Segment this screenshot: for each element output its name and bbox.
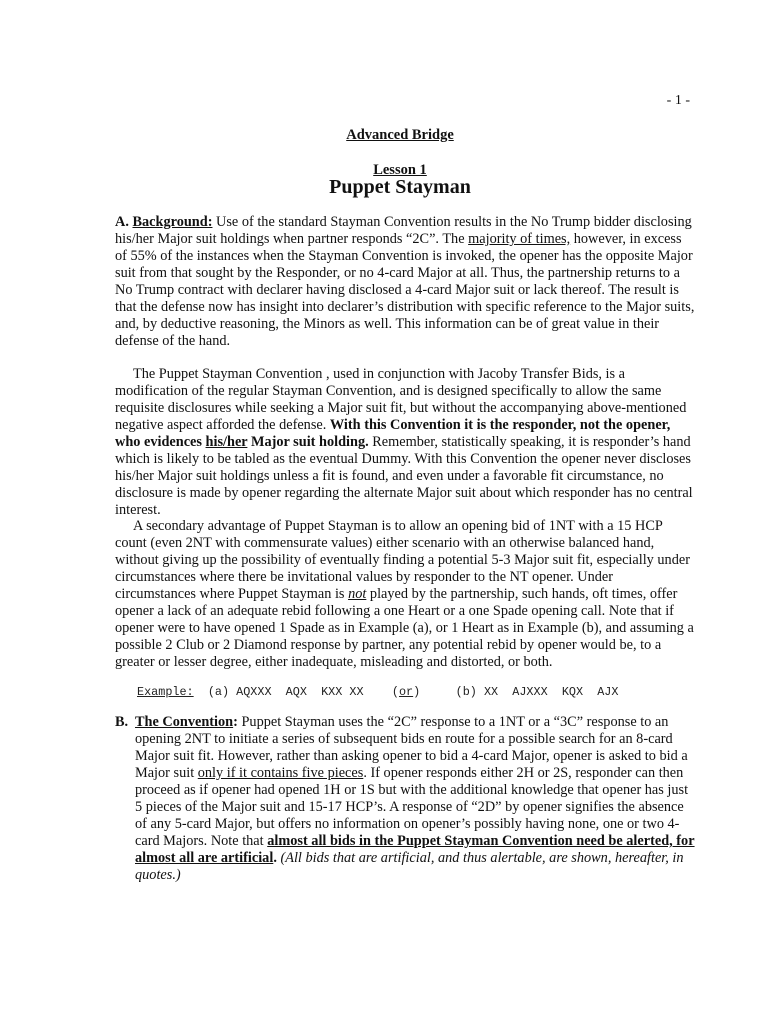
page-number: - 1 - bbox=[666, 93, 690, 108]
para2-bold-1: With this Convention it is the responder, not the opener, who evidences bbox=[115, 417, 671, 450]
section-b-colon: : bbox=[233, 714, 238, 730]
section-b-heading: The Convention bbox=[135, 714, 234, 730]
example-label: Example: bbox=[137, 685, 194, 699]
para3-italic-underlined: not bbox=[348, 586, 367, 602]
example-hand-a: (a) AQXXX AQX KXX XX bbox=[207, 685, 364, 699]
section-b-text-1: Puppet Stayman uses the “2C” response to a 1NT or a “3C” response to an opening 2NT to initiate a series of subsequent bids en route for a possible search for an 8-card Major suit fit. However, rather than asking opener to bid a 4-card Major, opener is asked to bid a Major suit bbox=[135, 714, 688, 781]
example-hand-b: (b) XX AJXXX KQX AJX bbox=[455, 685, 619, 699]
section-a-text-1: Use of the standard Stayman Convention results in the No Trump bidder disclosing his/her Major suit holdings when partner responds “2C”. The bbox=[115, 214, 692, 247]
example-or: or bbox=[398, 685, 414, 699]
section-b-convention bbox=[115, 714, 695, 884]
course-title: Advanced Bridge bbox=[346, 127, 454, 143]
section-a-text-2: however, in excess of 55% of the instances when the Stayman Convention is invoked, the opener has the opposite Major suit from that sought by the Responder, or no 4-card Major at all. Thus, the partnership returns to a No Trump contract with declarer having disclosed a 4-card Major suit or lack thereof. The result is that the defense now has insight into declarer’s distribution with specific reference to the Major suits, and, by deductive reasoning, the Minors as well. This information can be of great value in their defense of the hand. bbox=[115, 231, 695, 349]
section-b-bold-end: . bbox=[273, 850, 277, 866]
lesson-title: Puppet Stayman bbox=[329, 176, 471, 198]
lesson-label: Lesson 1 bbox=[373, 162, 427, 178]
para2-text-2: Remember, statistically speaking, it is responder’s hand which is likely to be tabled as the eventual Dummy. With this Convention the opener never discloses his/her Major suit holdings unless a fit is found, and even under a favorable fit circumstance, no disclosure is made by opener regarding the alternate Major suit about which responder has no central interest. bbox=[115, 434, 693, 518]
para3-text-2: played by the partnership, such hands, oft times, offer opener a lack of an adequate rebid following a one Heart or a one Spade opening call. Note that if opener were to have opened 1 Spade as in Example (a), or 1 Heart as in Example (b), and assuming a possible 2 Club or 2 Diamond response by partner, any potential rebid by opener would be, to a greater or lesser degree, either inadequate, misleading and distorted, or both. bbox=[115, 586, 694, 670]
para2-bold-2: Major suit holding. bbox=[247, 434, 369, 450]
section-b-underlined: only if it contains five pieces bbox=[197, 765, 364, 781]
paragraph-puppet-stayman bbox=[115, 366, 695, 519]
para2-text-1: The Puppet Stayman Convention , used in conjunction with Jacoby Transfer Bids, is a modification of the regular Stayman Convention, and is designed specifically to allow the same requisite disclosures while seeking a Major suit fit, but without the accompanying above-mentioned negative aspect afforded the defense. bbox=[115, 366, 687, 433]
section-a-heading: Background: bbox=[132, 214, 213, 230]
section-b-text-2: . If opener responds either 2H or 2S, responder can then proceed as if opener had opened 1H or 1S but with the additional knowledge that opener has just 5 pieces of the Major suit and 15-17 HCP’s. A response of “2D” by opener signifies the absence of any 5-card Major, but offers no information on opener’s possibly having none, one or two 4-card Majors. Note that bbox=[135, 765, 689, 849]
example-hands: Example: (a) AQXXX AQX KXX XX (or) (b) XX AJXXX KQX AJX bbox=[137, 685, 619, 699]
section-a-underlined: majority of times, bbox=[468, 231, 571, 247]
section-a-background bbox=[115, 214, 695, 350]
section-b-bold-underlined: almost all bids in the Puppet Stayman Convention need be alerted, for almost all are artificial bbox=[135, 833, 695, 866]
section-b-marker: B. bbox=[115, 714, 129, 730]
para2-bold-underlined: his/her bbox=[205, 434, 248, 450]
para3-text-1: A secondary advantage of Puppet Stayman is to allow an opening bid of 1NT with a 15 HCP count (even 2NT with commensurate values) either scenario with an otherwise balanced hand, without giving up the possibility of eventually finding a potential 5-3 Major suit fit, especially under circumstances where there be invitational values by responder to the NT opener. Under circumstances where Puppet Stayman is bbox=[115, 518, 690, 602]
section-a-marker: A. bbox=[115, 214, 129, 230]
section-b-italic-note: (All bids that are artificial, and thus alertable, are shown, hereafter, in quotes.) bbox=[135, 850, 684, 883]
paragraph-secondary-advantage bbox=[115, 518, 695, 671]
